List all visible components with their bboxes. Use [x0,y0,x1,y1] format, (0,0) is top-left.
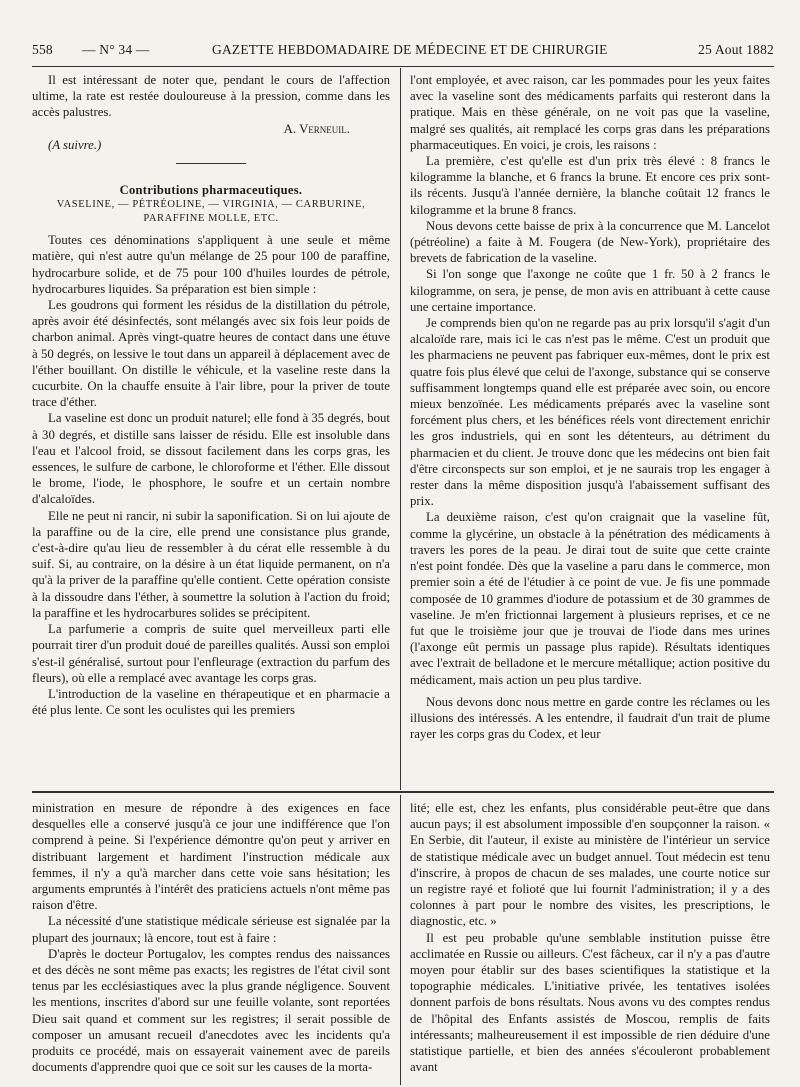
to-be-continued: (A suivre.) [48,137,102,152]
paragraph: Il est peu probable qu'une semblable institution puisse être acclimatée en Russie ou ailleurs. C'est fâcheux, car il n'y a pas d'autre moyen pour établir sur des bases scientifiques la statistique et la topographie médicales. L'initiative privée, les tentatives isolées donnent parfois de bons résultats. Nous avons vu des comptes rendus de l'hôpital des Enfants assistés de Moscou, remplis de faits intéressants; malheureusement il est impossible de rien déduire d'une statistique partielle, et bien des années s'écouleront probablement avant [410,930,770,1075]
paragraph: D'après le docteur Portugalov, les comptes rendus des naissances et des décès ne sont même pas exacts; les registres de l'état civil sont tenus par les ecclésiastiques avec la plus grande négligence. Souvent les mentions, inscrites d'abord sur une feuille volante, sont reportées Dieu sait quand et comment sur les registres; il serait possible de composer un amusant recueil d'anecdotes avec les incidents qu'a produits ce procédé, mais on essayerait vainement avec de pareils documents d'apprendre quoi que ce soit sur les causes de la morta- [32,946,390,1075]
column-b [410,72,770,742]
column-divider-top [400,68,401,790]
paragraph: Nous devons donc nous mettre en garde contre les réclames ou les illusions des intéressés. A les entendre, il faudrait d'un trait de plume rayer les corps gras du Codex, et leur [410,694,770,742]
page-header [32,42,774,64]
column-a [32,72,390,718]
paragraph: La deuxième raison, c'est qu'on craignait que la vaseline fût, comme la glycérine, un obstacle à la pénétration des médicaments à travers les pores de la peau. Je dirai tout de suite que cette crainte n'est point fondée. Dès que la vaseline a paru dans le commerce, mon premier soin a été de l'étudier à ce point de vue. Je fis une pommade composée de 10 grammes d'iodure de potassium et de 30 grammes de vaseline. Je m'en frictionnai largement à plusieurs reprises, et ce ne fut que le troisième jour que je trouvai de l'iode dans mes urines (l'axonge eût permis un passage plus rapide). Résultats identiques avec l'extrait de belladone et le mercure métallique; action positive du médicament, mais action un peu plus tardive. [410,510,770,687]
paragraph: Si l'on songe que l'axonge ne coûte que 1 fr. 50 à 2 francs le kilogramme, on sera, je pense, de mon avis en attribuant à cette cause une certaine importance. [410,267,770,314]
section-title: Contributions pharmaceutiques. [119,183,303,198]
header-rule [32,66,774,67]
paragraph: Les goudrons qui forment les résidus de la distillation du pétrole, après avoir été désinfectés, sont mélangés avec six fois leur poids de charbon animal. Après vingt-quatre heures de contact dans une étuve à 50 degrés, on lessive le tout dans un appareil à déplacement avec de l'éther bouillant. On distille le véhicule, et la vaseline reste dans la cucurbite. On la chauffe ensuite à l'air libre, pour la priver de toute trace d'éther. [32,298,390,410]
paragraph: Je comprends bien qu'on ne regarde pas au prix lorsqu'il s'agit d'un alcaloïde rare, mais ici le cas n'est pas le même. C'est un produit que les pharmaciens ne peuvent pas fabriquer eux-mêmes, dont le prix est quatre fois plus élevé que celui de l'axonge, substance qui se conserve suffisamment longtemps quand elle est préparée avec soin, ou encore mieux benzoïnée. Les médicaments préparés avec la vaseline sont forcément plus chers, et les bénéfices réels vont directement enrichir les gros industriels, qui en sont les détenteurs, au détriment du pharmacien et du client. Je trouve donc que les médecins ont bien fait d'être circonspects sur son emploi, et je ne saurais trop les engager à rester dans la même disposition jusqu'à l'abaissement suffisant des prix. [410,316,770,509]
paragraph: Elle ne peut ni rancir, ni subir la saponification. Si on lui ajoute de la paraffine ou de la cire, elle prend une consistance plus grande, c'est-à-dire qu'au lieu de ressembler à du cérat elle ressemble à du suif. Si, au contraire, on la désire à un état liquide permanent, on n'a qu'à la priver de la paraffine qu'elle contient. Cette opération consiste à la dissoudre dans l'éther, à soumettre la solution à l'action du froid; la paraffine et les hydrocarbures solides se précipitent. [32,508,390,620]
paragraph: lité; elle est, chez les enfants, plus considérable peut-être que dans aucun pays; il est absolument impossible d'en soupçonner la raison. « En Serbie, dit l'auteur, il existe au ministère de l'intérieur un service de statistique médicale avec un budget annuel. Tout médecin est tenu d'inscrire, à propos de chacun de ses malades, une courte notice sur un registre rayé et folioté que lui fournit l'administration; il y a des colonnes à part pour le nombre des visites, les prescriptions, le diagnostic, etc. » [410,801,770,929]
paragraph: La vaseline est donc un produit naturel; elle fond à 35 degrés, bout à 30 degrés, et distille sans laisser de résidu. Elle est insoluble dans l'eau et l'alcool froid, se dissout facilement dans les corps gras, les essences, le sulfure de carbone, le chloroforme et l'éther. Elle dissout le brome, l'iode, le phosphore, le soufre et un certain nombre d'alcaloïdes. [32,411,390,507]
column-c [32,800,390,1075]
journal-title: GAZETTE HEBDOMADAIRE DE MÉDECINE ET DE CHIRURGIE [212,42,608,57]
page-number: 558 [32,42,53,57]
column-divider-bottom [400,795,401,1085]
paragraph: Nous devons cette baisse de prix à la concurrence que M. Lancelot (pétréoline) a faite à M. Fougera (de New-York), propriétaire des brevets de fabrication de la vaseline. [410,218,770,266]
intro-paragraph: Il est intéressant de noter que, pendant le cours de l'affection ultime, la rate est restée douloureuse à la pression, comme dans les accès palustres. [32,73,390,120]
paragraph: La nécessité d'une statistique médicale sérieuse est signalée par la plupart des journaux; là encore, tout est à faire : [32,914,390,945]
paragraph: l'ont employée, et avec raison, car les pommades pour les yeux faites avec la vaseline sont des médicaments parfaits qui resteront dans la pratique. Mais en thèse générale, on ne voit pas que la vaseline, malgré ses qualités, ait remplacé les corps gras dans les préparations pharmaceutiques. En voici, je crois, les raisons : [410,73,770,152]
paragraph: La première, c'est qu'elle est d'un prix très élevé : 8 francs le kilogramme la blanche, et 6 francs la brune. Et encore ces prix sont-ils récents. Jusqu'à l'année dernière, la blanche coûtait 12 francs le kilogramme et la brune 8 francs. [410,154,770,217]
paragraph: L'introduction de la vaseline en thérapeutique et en pharmacie a été plus lente. Ce sont les oculistes qui les premiers [32,686,390,718]
column-d [410,800,770,1075]
paragraph: La parfumerie a compris de suite quel merveilleux parti elle pourrait tirer d'un produit doué de pareilles qualités. Aussi son emploi s'est-il généralisé, surtout pour l'enfleurage (extraction du parfum des fleurs), où elle a remplacé avec avantage les corps gras. [32,622,390,685]
issue-number: — N° 34 — [82,42,150,57]
author-signature: A. Verneuil. [283,121,350,136]
issue-date: 25 Aout 1882 [698,42,774,57]
section-separator [32,791,774,793]
short-divider [176,163,246,164]
paragraph: ministration en mesure de répondre à des exigences en face desquelles elle a conservé jusqu'à ce jour une indifférence que l'on comprend à peine. Si l'expérience démontre qu'on peut y arriver en distribuant largement et hardiment l'instruction médicale aux femmes, il n'y a qu'à marcher dans cette voie sans hésitation; les arguments empruntés à l'intérêt des praticiens actuels n'ont même pas raison d'être. [32,801,390,913]
paragraph: Toutes ces dénominations s'appliquent à une seule et même matière, qui n'est autre qu'un mélange de 25 pour 100 de paraffine, hydrocarbure solide, et de 75 pour 100 d'huiles lourdes de pétrole, hydrocarbures liquides. Sa préparation est bien simple : [32,233,390,296]
section-subtitle: VASELINE, — PÉTRÉOLINE, — VIRGINIA, — CARBURINE, PARAFFINE MOLLE, ETC. [56,199,366,225]
